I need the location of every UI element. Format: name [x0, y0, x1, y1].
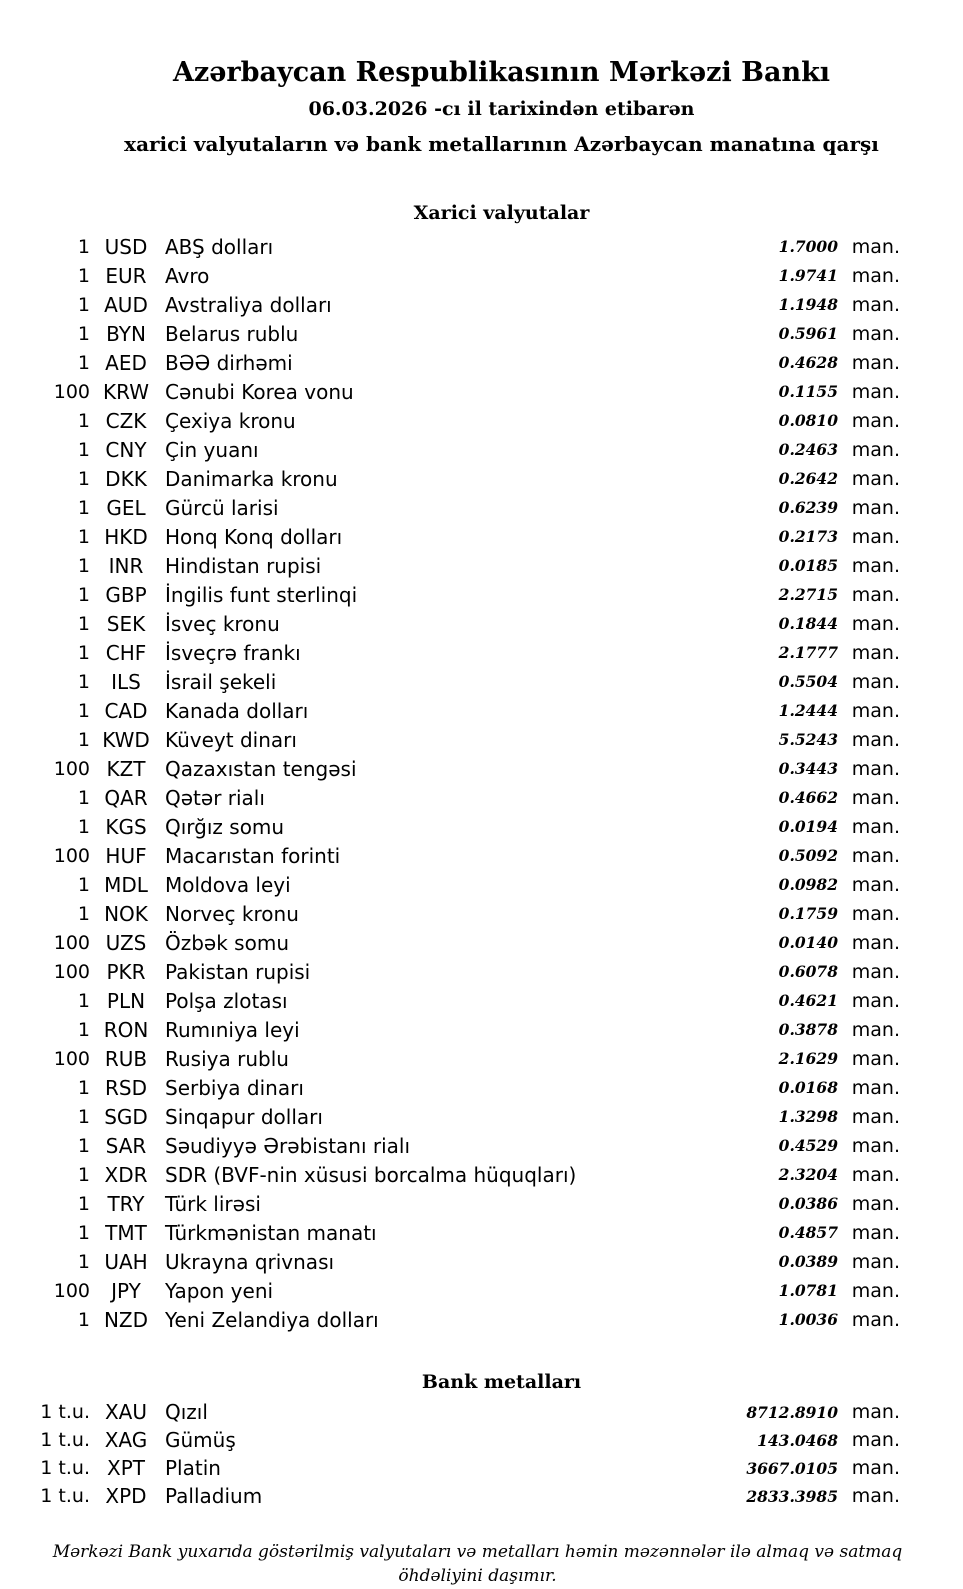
currency-row: [0, 754, 963, 783]
row-title: Küveyt dinarı: [165, 727, 297, 752]
row-title: Honq Konq dolları: [165, 524, 343, 549]
row-code: XAG: [104, 1428, 148, 1452]
row-code: XPT: [107, 1456, 145, 1480]
row-rate: 8712.8910: [746, 1402, 838, 1422]
row-code: EUR: [105, 263, 147, 288]
row-code: UAH: [104, 1249, 148, 1274]
row-code: RSD: [105, 1075, 147, 1100]
row-quantity: 1: [77, 438, 90, 461]
row-rate: 2.1777: [778, 643, 838, 662]
row-rate: 0.4662: [778, 788, 838, 807]
row-title: Macarıstan forinti: [165, 843, 341, 868]
row-title: İsrail şekeli: [165, 669, 277, 694]
row-code: INR: [108, 553, 144, 578]
row-rate: 0.0194: [778, 817, 838, 836]
row-code: ILS: [111, 669, 141, 694]
currency-row: [0, 783, 963, 812]
row-code: TRY: [107, 1191, 145, 1216]
row-quantity: 1: [77, 612, 90, 635]
row-unit: man.: [851, 1485, 900, 1507]
row-code: GEL: [106, 495, 146, 520]
row-rate: 0.6078: [778, 962, 838, 981]
metal-row: [0, 1482, 963, 1510]
row-code: RON: [103, 1017, 149, 1042]
row-unit: man.: [851, 1134, 900, 1157]
row-title: BƏƏ dirhəmi: [165, 350, 293, 375]
row-quantity: 1: [77, 467, 90, 490]
row-quantity: 100: [53, 960, 90, 983]
row-quantity: 100: [53, 757, 90, 780]
row-rate: 0.0389: [778, 1252, 838, 1271]
currency-row: [0, 638, 963, 667]
row-unit: man.: [851, 1076, 900, 1099]
disclaimer-text: Mərkəzi Bank yuxarıda göstərilmiş valyutaları və metalları həmin məzənnələr ilə almaq və satmaq öhdəliyini daşımır.: [52, 1542, 903, 1586]
row-quantity: 1 t.u.: [40, 1429, 90, 1451]
row-rate: 0.0386: [778, 1194, 838, 1213]
row-title: Moldova leyi: [165, 872, 291, 897]
row-title: Pakistan rupisi: [165, 959, 311, 984]
row-code: CZK: [105, 408, 147, 433]
row-rate: 1.0781: [778, 1281, 838, 1300]
section-title-metals: Bank metalları: [421, 1371, 582, 1393]
row-code: AED: [105, 350, 147, 375]
row-quantity: 1: [77, 641, 90, 664]
row-title: Səudiyyə Ərəbistanı rialı: [165, 1133, 411, 1158]
row-title: İsveçrə frankı: [165, 640, 301, 665]
row-unit: man.: [851, 902, 900, 925]
row-unit: man.: [851, 235, 900, 258]
row-quantity: 1: [77, 699, 90, 722]
currency-row: [0, 696, 963, 725]
row-rate: 2.3204: [778, 1165, 838, 1184]
currency-row: [0, 725, 963, 754]
row-quantity: 1: [77, 815, 90, 838]
currency-row: [0, 1218, 963, 1247]
row-unit: man.: [851, 670, 900, 693]
row-code: RUB: [104, 1046, 148, 1071]
currency-row: [0, 377, 963, 406]
currency-row: [0, 1305, 963, 1334]
row-code: SGD: [104, 1104, 148, 1129]
row-title: Avstraliya dolları: [165, 292, 332, 317]
metal-rate-list: [0, 1398, 963, 1510]
row-quantity: 100: [53, 931, 90, 954]
row-quantity: 1 t.u.: [40, 1457, 90, 1479]
currency-row: [0, 261, 963, 290]
currency-row: [0, 290, 963, 319]
row-rate: 1.0036: [778, 1310, 838, 1329]
row-rate: 2833.3985: [746, 1486, 838, 1506]
row-quantity: 1: [77, 670, 90, 693]
row-rate: 0.3443: [778, 759, 838, 778]
row-unit: man.: [851, 1457, 900, 1479]
row-title: Rusiya rublu: [165, 1046, 289, 1071]
row-unit: man.: [851, 438, 900, 461]
row-rate: 1.3298: [778, 1107, 838, 1126]
row-rate: 2.1629: [778, 1049, 838, 1068]
row-code: NZD: [103, 1307, 149, 1332]
currency-row: [0, 841, 963, 870]
row-title: Çexiya kronu: [165, 408, 296, 433]
row-quantity: 1: [77, 1105, 90, 1128]
row-title: Cənubi Korea vonu: [165, 379, 354, 404]
currency-row: [0, 232, 963, 261]
row-quantity: 1: [77, 351, 90, 374]
row-rate: 0.4621: [778, 991, 838, 1010]
row-title: Özbək somu: [165, 930, 289, 955]
row-quantity: 100: [53, 1279, 90, 1302]
currency-row: [0, 464, 963, 493]
row-rate: 0.2463: [778, 440, 838, 459]
row-unit: man.: [851, 1308, 900, 1331]
row-title: Qırğız somu: [165, 814, 285, 839]
row-quantity: 1: [77, 496, 90, 519]
row-code: DKK: [105, 466, 147, 491]
row-rate: 0.5961: [778, 324, 838, 343]
row-unit: man.: [851, 728, 900, 751]
currency-row: [0, 1247, 963, 1276]
row-title: Polşa zlotası: [165, 988, 288, 1013]
metal-row: [0, 1426, 963, 1454]
row-code: SEK: [106, 611, 146, 636]
row-quantity: 1: [77, 583, 90, 606]
row-rate: 0.1155: [778, 382, 838, 401]
row-unit: man.: [851, 612, 900, 635]
row-unit: man.: [851, 989, 900, 1012]
row-code: XAU: [104, 1400, 148, 1424]
row-unit: man.: [851, 264, 900, 287]
row-title: İsveç kronu: [165, 611, 280, 636]
row-unit: man.: [851, 1401, 900, 1423]
row-quantity: 100: [53, 1047, 90, 1070]
row-code: CHF: [105, 640, 147, 665]
row-title: Qızıl: [165, 1400, 208, 1424]
row-code: KZT: [106, 756, 146, 781]
row-rate: 0.1844: [778, 614, 838, 633]
row-unit: man.: [851, 1047, 900, 1070]
row-unit: man.: [851, 525, 900, 548]
row-rate: 0.2173: [778, 527, 838, 546]
row-quantity: 1: [77, 525, 90, 548]
currency-row: [0, 1131, 963, 1160]
row-rate: 1.9741: [778, 266, 838, 285]
row-rate: 0.3878: [778, 1020, 838, 1039]
row-title: Türk lirəsi: [165, 1191, 261, 1216]
metal-row: [0, 1454, 963, 1482]
row-title: Qazaxıstan tengəsi: [165, 756, 357, 781]
row-code: HKD: [104, 524, 148, 549]
row-unit: man.: [851, 409, 900, 432]
row-code: GBP: [105, 582, 147, 607]
row-code: KRW: [103, 379, 149, 404]
row-unit: man.: [851, 554, 900, 577]
row-rate: 0.0810: [778, 411, 838, 430]
row-unit: man.: [851, 1105, 900, 1128]
currency-row: [0, 609, 963, 638]
row-unit: man.: [851, 815, 900, 838]
row-title: Danimarka kronu: [165, 466, 338, 491]
row-code: HUF: [105, 843, 147, 868]
row-title: SDR (BVF-nin xüsusi borcalma hüquqları): [165, 1162, 577, 1187]
row-quantity: 1: [77, 1018, 90, 1041]
page-subtitle: xarici valyutaların və bank metallarının Azərbaycan manatına qarşı: [124, 132, 879, 156]
row-title: Belarus rublu: [165, 321, 299, 346]
currency-row: [0, 435, 963, 464]
row-quantity: 1 t.u.: [40, 1485, 90, 1507]
row-title: Hindistan rupisi: [165, 553, 322, 578]
row-title: Platin: [165, 1456, 221, 1480]
row-title: ABŞ dolları: [165, 234, 274, 259]
row-unit: man.: [851, 496, 900, 519]
row-unit: man.: [851, 931, 900, 954]
row-quantity: 1: [77, 1221, 90, 1244]
row-title: Yeni Zelandiya dolları: [165, 1307, 379, 1332]
currency-row: [0, 899, 963, 928]
row-quantity: 1: [77, 235, 90, 258]
row-code: TMT: [105, 1220, 147, 1245]
row-code: CNY: [105, 437, 147, 462]
row-title: Gümüş: [165, 1428, 236, 1452]
row-rate: 0.1759: [778, 904, 838, 923]
row-title: Serbiya dinarı: [165, 1075, 304, 1100]
row-title: Palladium: [165, 1484, 263, 1508]
currency-row: [0, 870, 963, 899]
effective-date: 06.03.2026 -cı il tarixindən etibarən: [308, 98, 695, 120]
row-title: Avro: [165, 263, 210, 288]
row-code: UZS: [105, 930, 147, 955]
row-rate: 0.0168: [778, 1078, 838, 1097]
currency-row: [0, 319, 963, 348]
row-unit: man.: [851, 844, 900, 867]
row-title: Norveç kronu: [165, 901, 299, 926]
row-quantity: 1: [77, 1134, 90, 1157]
row-code: CAD: [104, 698, 148, 723]
row-quantity: 100: [53, 380, 90, 403]
row-quantity: 1 t.u.: [40, 1401, 90, 1423]
row-quantity: 1: [77, 1250, 90, 1273]
row-quantity: 1: [77, 1076, 90, 1099]
row-rate: 3667.0105: [746, 1458, 838, 1478]
row-rate: 0.2642: [778, 469, 838, 488]
row-rate: 1.7000: [778, 237, 838, 256]
currency-row: [0, 928, 963, 957]
row-quantity: 1: [77, 786, 90, 809]
currency-row: [0, 406, 963, 435]
row-code: SAR: [105, 1133, 147, 1158]
row-title: Kanada dolları: [165, 698, 309, 723]
row-title: Gürcü larisi: [165, 495, 279, 520]
currency-row: [0, 348, 963, 377]
row-rate: 1.2444: [778, 701, 838, 720]
row-unit: man.: [851, 1279, 900, 1302]
row-code: QAR: [104, 785, 148, 810]
row-unit: man.: [851, 293, 900, 316]
row-quantity: 1: [77, 409, 90, 432]
row-code: USD: [104, 234, 148, 259]
row-quantity: 1: [77, 322, 90, 345]
row-code: MDL: [104, 872, 148, 897]
row-unit: man.: [851, 1429, 900, 1451]
row-unit: man.: [851, 873, 900, 896]
row-code: XPD: [105, 1484, 147, 1508]
row-code: KWD: [102, 727, 150, 752]
row-quantity: 1: [77, 554, 90, 577]
row-rate: 143.0468: [757, 1430, 838, 1450]
row-unit: man.: [851, 699, 900, 722]
currency-row: [0, 1276, 963, 1305]
currency-row: [0, 493, 963, 522]
row-title: Türkmənistan manatı: [165, 1220, 377, 1245]
row-title: Yapon yeni: [165, 1278, 274, 1303]
metal-row: [0, 1398, 963, 1426]
row-rate: 1.1948: [778, 295, 838, 314]
row-code: JPY: [111, 1278, 141, 1303]
row-unit: man.: [851, 1221, 900, 1244]
row-unit: man.: [851, 1250, 900, 1273]
row-title: Rumıniya leyi: [165, 1017, 300, 1042]
row-rate: 0.5504: [778, 672, 838, 691]
row-unit: man.: [851, 583, 900, 606]
row-rate: 0.4529: [778, 1136, 838, 1155]
row-unit: man.: [851, 960, 900, 983]
row-code: PKR: [106, 959, 146, 984]
currency-row: [0, 580, 963, 609]
currency-row: [0, 667, 963, 696]
row-unit: man.: [851, 1192, 900, 1215]
row-quantity: 1: [77, 1163, 90, 1186]
row-code: BYN: [106, 321, 146, 346]
row-unit: man.: [851, 351, 900, 374]
row-title: İngilis funt sterlinqi: [165, 582, 358, 607]
row-quantity: 1: [77, 873, 90, 896]
currency-row: [0, 551, 963, 580]
row-quantity: 1: [77, 264, 90, 287]
row-rate: 2.2715: [778, 585, 838, 604]
row-rate: 0.4857: [778, 1223, 838, 1242]
row-title: Ukrayna qrivnası: [165, 1249, 335, 1274]
currency-row: [0, 1189, 963, 1218]
row-quantity: 1: [77, 293, 90, 316]
row-code: AUD: [104, 292, 148, 317]
currency-row: [0, 522, 963, 551]
row-unit: man.: [851, 322, 900, 345]
row-unit: man.: [851, 380, 900, 403]
currency-row: [0, 1044, 963, 1073]
currency-row: [0, 812, 963, 841]
row-code: XDR: [104, 1162, 148, 1187]
currency-row: [0, 1073, 963, 1102]
row-title: Çin yuanı: [165, 437, 259, 462]
row-unit: man.: [851, 786, 900, 809]
row-rate: 0.0982: [778, 875, 838, 894]
row-rate: 0.0185: [778, 556, 838, 575]
section-title-currencies: Xarici valyutalar: [413, 202, 590, 224]
row-quantity: 1: [77, 1308, 90, 1331]
currency-rate-list: [0, 232, 963, 1334]
currency-row: [0, 1102, 963, 1131]
row-unit: man.: [851, 467, 900, 490]
row-quantity: 1: [77, 728, 90, 751]
currency-row: [0, 986, 963, 1015]
row-title: Sinqapur dolları: [165, 1104, 323, 1129]
row-rate: 5.5243: [778, 730, 838, 749]
currency-row: [0, 1015, 963, 1044]
row-unit: man.: [851, 1018, 900, 1041]
row-rate: 0.0140: [778, 933, 838, 952]
row-code: KGS: [105, 814, 147, 839]
row-rate: 0.6239: [778, 498, 838, 517]
currency-row: [0, 1160, 963, 1189]
row-rate: 0.5092: [778, 846, 838, 865]
row-unit: man.: [851, 1163, 900, 1186]
page-title: Azərbaycan Respublikasının Mərkəzi Bankı: [172, 57, 831, 88]
row-title: Qətər rialı: [165, 785, 265, 810]
row-code: NOK: [104, 901, 148, 926]
row-quantity: 100: [53, 844, 90, 867]
row-quantity: 1: [77, 1192, 90, 1215]
row-code: PLN: [106, 988, 146, 1013]
currency-row: [0, 957, 963, 986]
row-quantity: 1: [77, 989, 90, 1012]
row-rate: 0.4628: [778, 353, 838, 372]
row-quantity: 1: [77, 902, 90, 925]
row-unit: man.: [851, 641, 900, 664]
row-unit: man.: [851, 757, 900, 780]
